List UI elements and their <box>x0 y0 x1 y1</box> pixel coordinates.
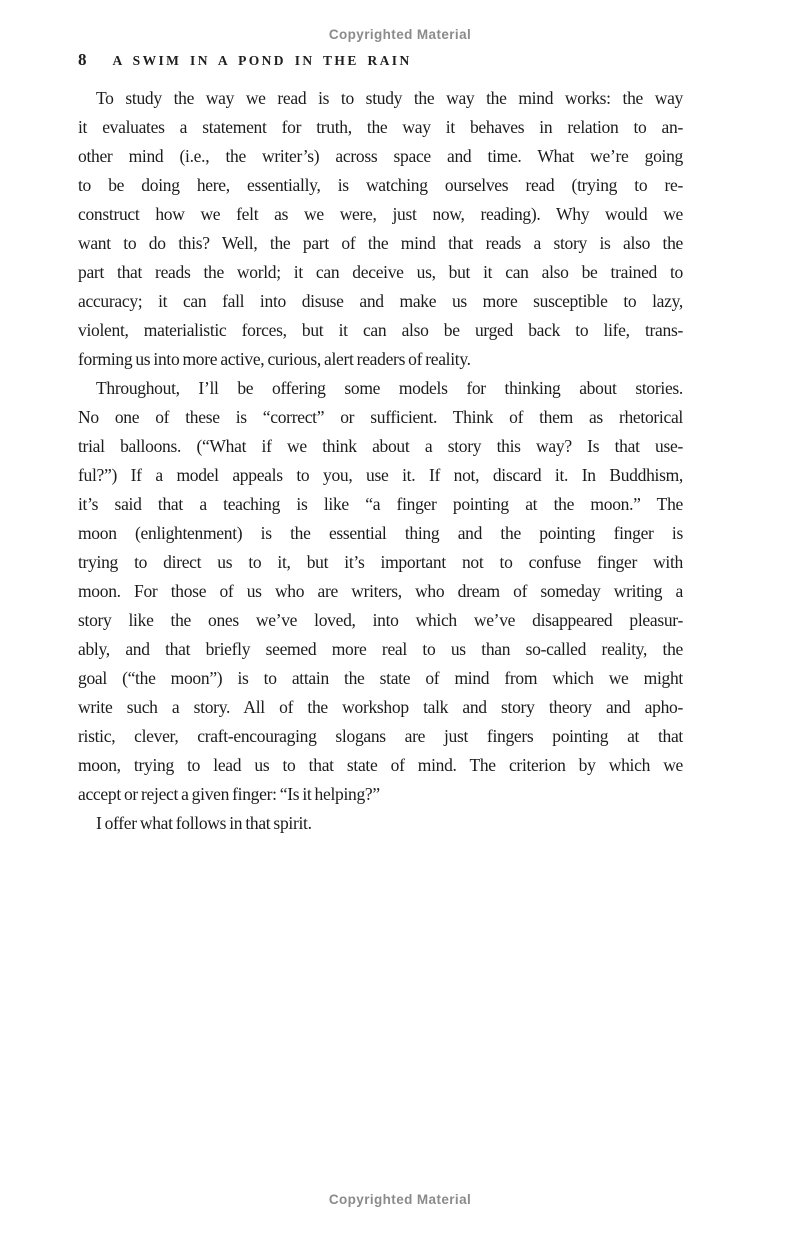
text-line: moon, trying to lead us to that state of mind. The criterion by which we <box>78 755 683 775</box>
text-line: No one of these is “correct” or sufficient. Think of them as rhetorical <box>78 407 683 427</box>
text-line: goal (“the moon”) is to attain the state of mind from which we might <box>78 668 683 688</box>
text-line: other mind (i.e., the writer’s) across space and time. What we’re going <box>78 146 683 166</box>
text-line: to be doing here, essentially, is watching ourselves read (trying to re- <box>78 175 683 195</box>
text-line: construct how we felt as we were, just now, reading). Why would we <box>78 204 683 224</box>
text-line: part that reads the world; it can deceive us, but it can also be trained to <box>78 262 683 282</box>
copyright-notice-top: Copyrighted Material <box>328 27 472 42</box>
text-line: accept or reject a given finger: “Is it helping?” <box>78 784 380 804</box>
text-line: it’s said that a teaching is like “a finger pointing at the moon.” The <box>78 494 683 514</box>
text-line: To study the way we read is to study the way the mind works: the way <box>96 88 683 108</box>
paragraph <box>78 809 683 838</box>
text-line: it evaluates a statement for truth, the way it behaves in relation to an- <box>78 117 683 137</box>
text-line: moon (enlightenment) is the essential thing and the pointing finger is <box>78 523 683 543</box>
text-line: write such a story. All of the workshop talk and story theory and apho- <box>78 697 683 717</box>
copyright-notice-bottom: Copyrighted Material <box>328 1192 472 1207</box>
text-line: want to do this? Well, the part of the mind that reads a story is also the <box>78 233 683 253</box>
text-line: Throughout, I’ll be offering some models for thinking about stories. <box>96 378 683 398</box>
running-title: A SWIM IN A POND IN THE RAIN <box>112 53 412 68</box>
text-line: trying to direct us to it, but it’s important not to confuse finger with <box>78 552 683 572</box>
text-line: trial balloons. (“What if we think about a story this way? Is that use- <box>78 436 683 456</box>
text-line: story like the ones we’ve loved, into which we’ve disappeared pleasur- <box>78 610 683 630</box>
text-line: accuracy; it can fall into disuse and make us more susceptible to lazy, <box>78 291 683 311</box>
text-line: forming us into more active, curious, alert readers of reality. <box>78 349 471 369</box>
text-line: ably, and that briefly seemed more real to us than so-called reality, the <box>78 639 683 659</box>
text-line: moon. For those of us who are writers, who dream of someday writing a <box>78 581 683 601</box>
page-header <box>78 50 412 70</box>
text-line: ful?”) If a model appeals to you, use it. If not, discard it. In Buddhism, <box>78 465 683 485</box>
paragraph <box>78 374 683 809</box>
text-line: I offer what follows in that spirit. <box>96 813 312 833</box>
page-number: 8 <box>78 50 87 69</box>
paragraph <box>78 84 683 374</box>
text-line: violent, materialistic forces, but it can also be urged back to life, trans- <box>78 320 683 340</box>
body-text <box>78 84 683 838</box>
text-line: ristic, clever, craft-encouraging slogans are just fingers pointing at that <box>78 726 683 746</box>
